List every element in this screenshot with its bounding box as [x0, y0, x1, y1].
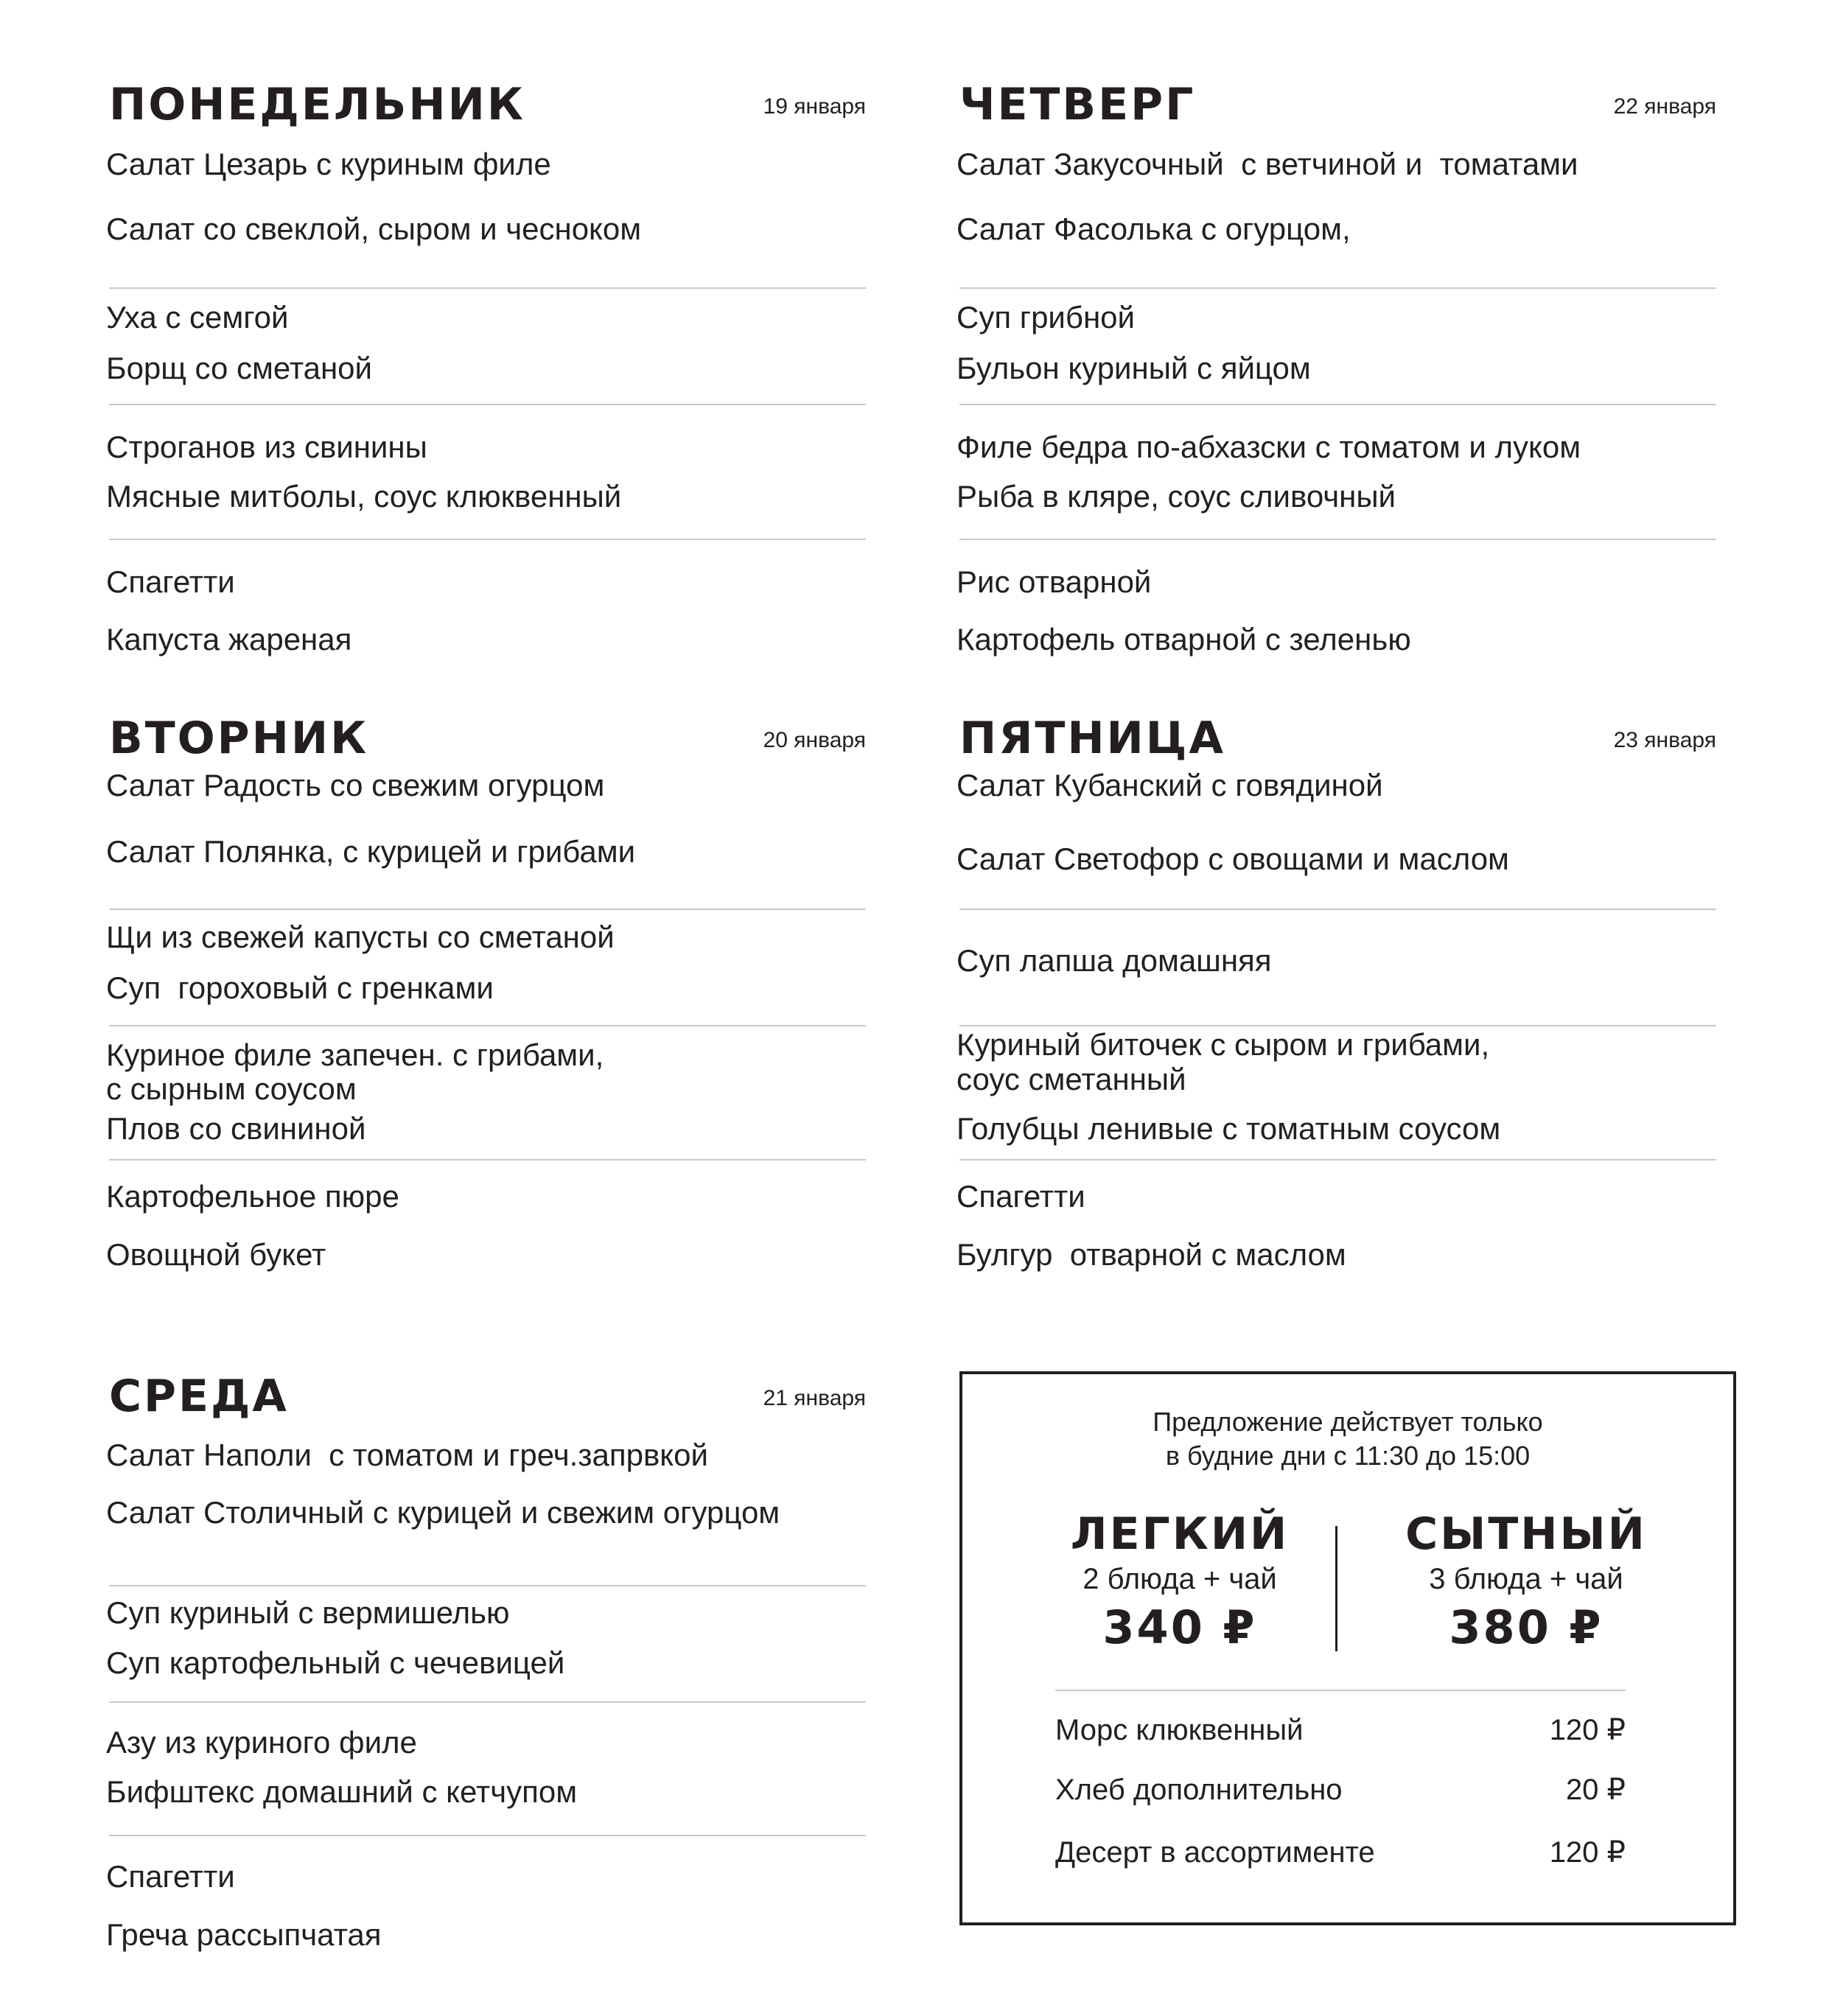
day-date: 20 января: [763, 728, 866, 752]
plan-divider: [1335, 1526, 1337, 1651]
day-date: 21 января: [763, 1386, 866, 1410]
section-divider: [109, 287, 866, 289]
plan-description: 3 блюда + чай: [1429, 1563, 1623, 1595]
section-divider: [109, 1585, 866, 1586]
menu-item-soup: Суп картофельный с чечевицей: [106, 1645, 565, 1680]
section-divider: [959, 1025, 1716, 1026]
menu-item-main: соус сметанный: [957, 1062, 1186, 1096]
section-divider: [959, 539, 1716, 540]
offer-note-line: Предложение действует только: [1153, 1407, 1543, 1437]
section-divider: [109, 1835, 866, 1836]
plan-price: 340 ₽: [1102, 1600, 1257, 1654]
menu-item-side: Капуста жареная: [106, 622, 352, 657]
section-divider: [109, 404, 866, 405]
menu-item-main: Мясные митболы, соус клюквенный: [106, 479, 622, 514]
menu-day-friday: [957, 710, 1716, 1272]
extra-name: Десерт в ассортименте: [1055, 1836, 1375, 1869]
menu-item-salad: Салат со свеклой, сыром и чесноком: [106, 211, 642, 246]
menu-item-main: Строганов из свинины: [106, 430, 427, 464]
menu-item-side: Спагетти: [957, 1179, 1085, 1214]
menu-item-side: Картофель отварной с зеленью: [957, 622, 1411, 657]
menu-item-main: Рыба в кляре, соус сливочный: [957, 479, 1396, 514]
menu-item-soup: Суп куриный с вермишелью: [106, 1595, 510, 1630]
menu-item-main: Филе бедра по-абхазски с томатом и луком: [957, 430, 1581, 464]
menu-item-side: Спагетти: [106, 1859, 235, 1894]
section-divider: [109, 1025, 866, 1026]
day-date: 23 января: [1613, 728, 1716, 752]
day-date: 22 января: [1613, 94, 1716, 119]
menu-item-salad: Салат Полянка, с курицей и грибами: [106, 834, 636, 869]
menu-item-soup: Суп лапша домашняя: [957, 943, 1272, 978]
menu-item-salad: Салат Столичный с курицей и свежим огурцом: [106, 1495, 780, 1530]
extra-price: 120 ₽: [1549, 1836, 1626, 1869]
day-title: ВТОРНИК: [109, 713, 369, 764]
section-divider: [109, 1159, 866, 1161]
plan-light: [1025, 1508, 1335, 1657]
menu-item-main: Куриное филе запечен. с грибами,: [106, 1037, 604, 1072]
section-divider: [959, 909, 1716, 910]
offer-divider: [1055, 1690, 1626, 1691]
menu-day-wednesday: [106, 1368, 866, 1952]
menu-item-salad: Салат Светофор с овощами и маслом: [957, 841, 1509, 876]
menu-day-monday: [106, 76, 866, 657]
menu-item-main: Куриный биточек с сыром и грибами,: [957, 1027, 1490, 1062]
menu-item-soup: Щи из свежей капусты со сметаной: [106, 920, 615, 954]
section-divider: [109, 1701, 866, 1703]
menu-item-side: Овощной букет: [106, 1237, 326, 1272]
section-divider: [959, 1159, 1716, 1161]
menu-item-main: Азу из куриного филе: [106, 1725, 417, 1760]
menu-item-main: Плов со свининой: [106, 1111, 366, 1146]
plan-name: СЫТНЫЙ: [1405, 1508, 1647, 1560]
menu-item-side: Рис отварной: [957, 564, 1152, 599]
menu-item-salad: Салат Кубанский с говядиной: [957, 768, 1383, 802]
menu-item-side: Картофельное пюре: [106, 1179, 399, 1214]
extra-item: [1055, 1834, 1626, 1871]
day-title: СРЕДА: [109, 1371, 289, 1422]
menu-day-thursday: [957, 76, 1716, 657]
menu-item-soup: Суп грибной: [957, 300, 1135, 335]
menu-item-salad: Салат Цезарь с куриным филе: [106, 147, 551, 181]
lunch-offer-box: [959, 1371, 1736, 1925]
menu-item-main: Бифштекс домашний с кетчупом: [106, 1774, 578, 1809]
menu-item-salad: Салат Закусочный с ветчиной и томатами: [957, 147, 1578, 181]
menu-day-tuesday: [106, 710, 866, 1272]
day-title: ПЯТНИЦА: [959, 713, 1225, 764]
section-divider: [959, 404, 1716, 405]
plan-hearty: [1371, 1508, 1681, 1657]
extra-name: Морс клюквенный: [1055, 1714, 1304, 1746]
menu-item-side: Греча рассыпчатая: [106, 1917, 382, 1952]
offer-note: [962, 1405, 1733, 1473]
menu-item-salad: Салат Фасолька с огурцом,: [957, 211, 1351, 246]
extra-price: 120 ₽: [1549, 1714, 1626, 1746]
menu-item-main: Голубцы ленивые с томатным соусом: [957, 1111, 1501, 1146]
menu-item-side: Булгур отварной с маслом: [957, 1237, 1346, 1272]
section-divider: [109, 909, 866, 910]
day-title: ПОНЕДЕЛЬНИК: [109, 79, 525, 130]
plan-name: ЛЕГКИЙ: [1070, 1508, 1290, 1560]
menu-item-salad: Салат Радость со свежим огурцом: [106, 768, 605, 802]
section-divider: [109, 539, 866, 540]
extra-item: [1055, 1771, 1626, 1808]
plan-description: 2 блюда + чай: [1083, 1563, 1277, 1595]
extra-price: 20 ₽: [1565, 1774, 1626, 1806]
menu-item-soup: Уха с семгой: [106, 300, 289, 335]
section-divider: [959, 287, 1716, 289]
day-date: 19 января: [763, 94, 866, 119]
offer-note-line: в будние дни с 11:30 до 15:00: [1165, 1441, 1531, 1471]
menu-item-side: Спагетти: [106, 564, 235, 599]
extra-name: Хлеб дополнительно: [1055, 1774, 1343, 1806]
menu-item-salad: Салат Наполи с томатом и греч.запрвкой: [106, 1438, 708, 1472]
menu-item-main: с сырным соусом: [106, 1071, 357, 1106]
menu-item-soup: Суп гороховый с гренками: [106, 970, 494, 1005]
menu-item-soup: Борщ со сметаной: [106, 351, 372, 385]
extra-item: [1055, 1712, 1626, 1749]
plan-price: 380 ₽: [1449, 1600, 1604, 1654]
menu-item-soup: Бульон куриный с яйцом: [957, 351, 1311, 385]
day-title: ЧЕТВЕРГ: [959, 79, 1196, 130]
